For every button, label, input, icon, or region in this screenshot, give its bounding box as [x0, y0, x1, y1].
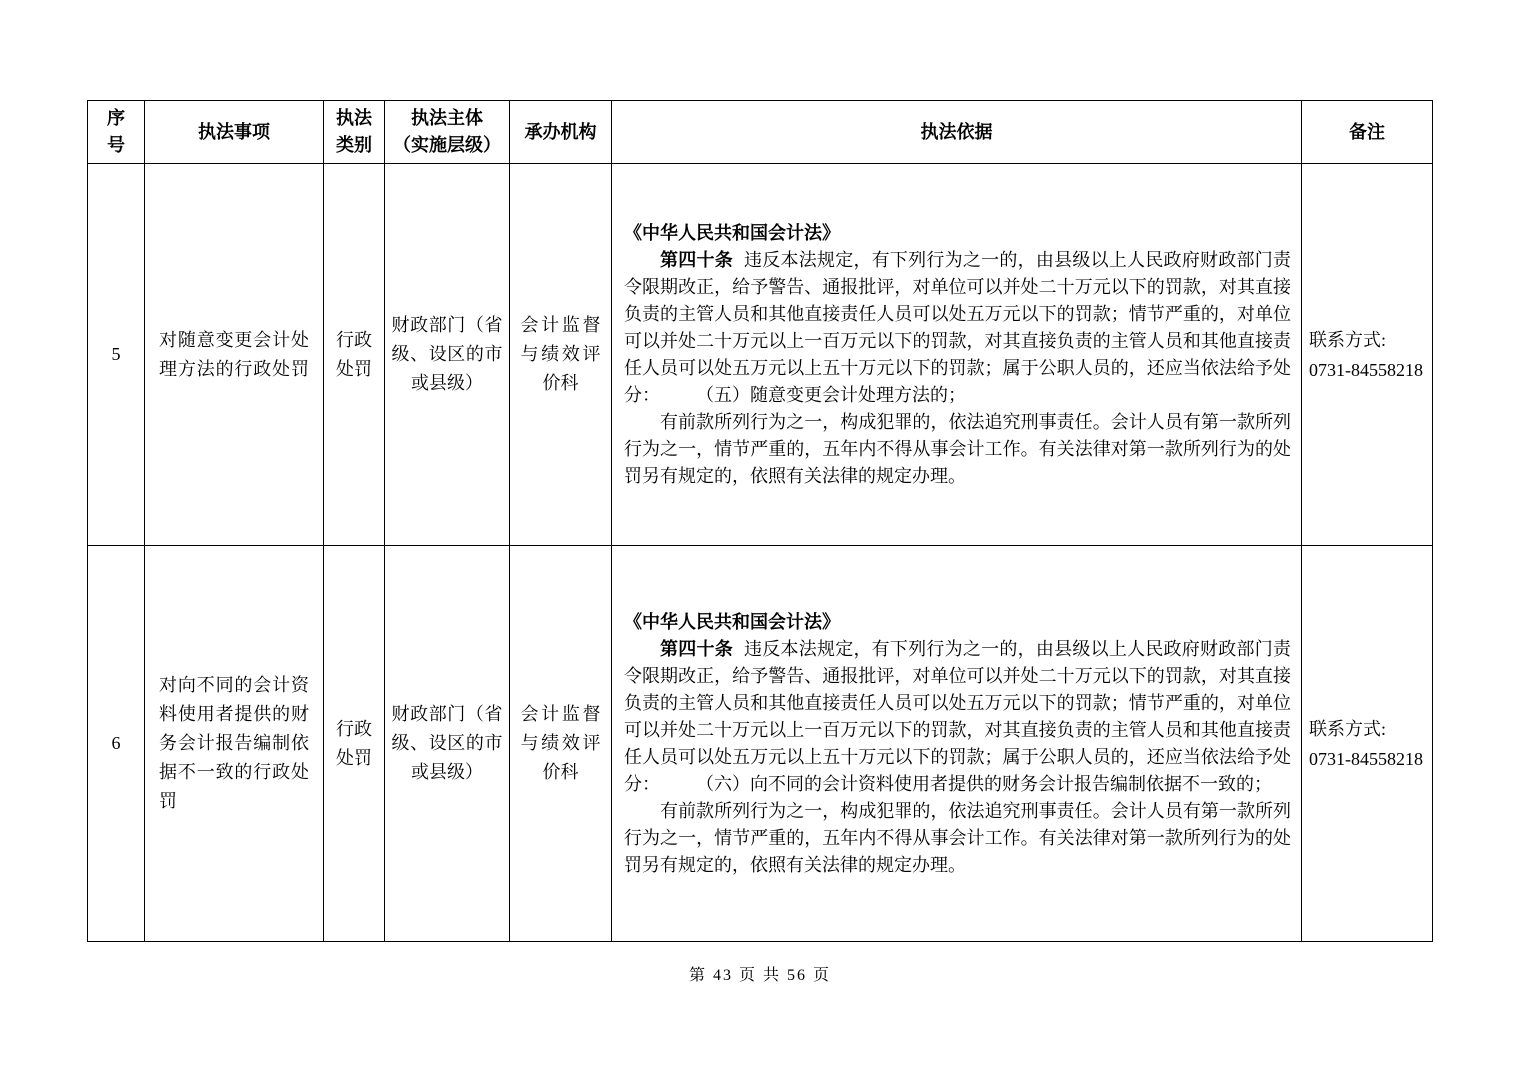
table-row [88, 164, 1433, 546]
subject-text: 财政部门（省级、设区的市或县级） [391, 315, 503, 393]
contact-label: 联系方式: [1309, 329, 1387, 350]
header-label: 类别 [336, 135, 372, 155]
subject-cell [385, 546, 510, 942]
page-number: 第 43 页 共 56 页 [688, 967, 831, 984]
agency-cell [510, 164, 612, 546]
header-label: 号 [107, 135, 125, 155]
header-label: 执法 [336, 108, 372, 128]
article-paragraph [624, 636, 1291, 798]
item-text: 对向不同的会计资料使用者提供的财务会计报告编制依据不一致的行政处罚 [159, 675, 309, 811]
header-label: 备注 [1349, 121, 1385, 142]
header-row [88, 101, 1433, 164]
article-label: 第四十条 [660, 638, 733, 659]
header-cell-remark [1302, 101, 1433, 164]
header-cell-basis [612, 101, 1302, 164]
header-cell-agency [510, 101, 612, 164]
tail-paragraph: 有前款所列行为之一，构成犯罪的，依法追究刑事责任。会计人员有第一款所列行为之一，情节严重的，五年内不得从事会计工作。有关法律对第一款所列行为的处罚另有规定的，依照有关法律的规定办理。 [624, 800, 1291, 875]
remark-cell [1302, 546, 1433, 942]
agency-text: 会计监督与绩效评价科 [520, 704, 601, 782]
serial-number: 5 [111, 344, 121, 364]
header-label: 执法依据 [920, 121, 993, 142]
contact-number: 0731-84558218 [1309, 748, 1423, 769]
category-cell [324, 546, 385, 942]
tail-paragraph: 有前款所列行为之一，构成犯罪的，依法追究刑事责任。会计人员有第一款所列行为之一，情节严重的，五年内不得从事会计工作。有关法律对第一款所列行为的处罚另有规定的，依照有关法律的规定办理。 [624, 411, 1291, 486]
item-text: 对随意变更会计处理方法的行政处罚 [159, 329, 309, 379]
contact-label: 联系方式: [1309, 718, 1387, 739]
item-cell [145, 164, 324, 546]
subject-cell [385, 164, 510, 546]
header-cell-item [145, 101, 324, 164]
enforcement-table [87, 100, 1433, 942]
article-label: 第四十条 [660, 249, 733, 270]
header-cell-serial [88, 101, 145, 164]
serial-cell [88, 164, 145, 546]
header-label: 执法主体 [411, 108, 483, 128]
category-text: 行政处罚 [336, 329, 372, 379]
article-text: 违反本法规定，有下列行为之一的，由县级以上人民政府财政部门责令限期改正，给予警告、通报批评，对单位可以并处二十万元以下的罚款，对其直接负责的主管人员和其他直接责任人员可以处五万元以下的罚款；情节严重的，对单位可以并处二十万元以上一百万元以下的罚款，对其直接负责的主管人员和其他直接责任人员可以处五万元以上五十万元以下的罚款；属于公职人员的，还应当依法给予处分： （五）随意变更会计处理方法的； [624, 249, 1292, 405]
serial-number: 6 [111, 733, 121, 753]
category-cell [324, 164, 385, 546]
header-label: 执法事项 [198, 121, 270, 142]
header-label: 序 [107, 108, 125, 128]
basis-cell [612, 164, 1302, 546]
header-cell-subject [385, 101, 510, 164]
law-title: 《中华人民共和国会计法》 [624, 611, 840, 632]
item-cell [145, 546, 324, 942]
header-label: （实施层级） [393, 135, 501, 155]
agency-cell [510, 546, 612, 942]
header-label: 承办机构 [524, 121, 597, 142]
article-text: 违反本法规定，有下列行为之一的，由县级以上人民政府财政部门责令限期改正，给予警告、通报批评，对单位可以并处二十万元以下的罚款，对其直接负责的主管人员和其他直接责任人员可以处五万元以下的罚款；情节严重的，对单位可以并处二十万元以上一百万元以下的罚款，对其直接负责的主管人员和其他直接责任人员可以处五万元以上五十万元以下的罚款；属于公职人员的，还应当依法给予处分： （六）向不同的会计资料使用者提供的财务会计报告编制依据不一致的； [624, 638, 1292, 794]
law-title: 《中华人民共和国会计法》 [624, 222, 840, 243]
header-cell-category [324, 101, 385, 164]
contact-number: 0731-84558218 [1309, 359, 1423, 380]
serial-cell [88, 546, 145, 942]
subject-text: 财政部门（省级、设区的市或县级） [391, 704, 503, 782]
agency-text: 会计监督与绩效评价科 [520, 315, 601, 393]
article-paragraph [624, 247, 1291, 409]
category-text: 行政处罚 [336, 718, 372, 768]
table-row [88, 546, 1433, 942]
remark-cell [1302, 164, 1433, 546]
basis-cell [612, 546, 1302, 942]
